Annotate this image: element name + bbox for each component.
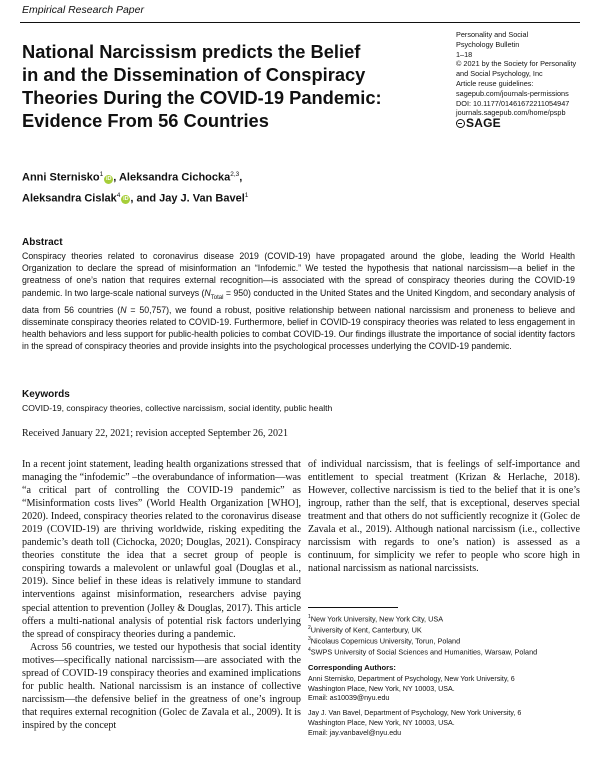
author-list bbox=[22, 166, 442, 207]
affiliation-footnotes bbox=[308, 613, 580, 657]
n-symbol: N bbox=[120, 304, 127, 315]
email-link[interactable]: Email: as10039@nyu.edu bbox=[308, 694, 390, 703]
journal-url[interactable]: journals.sagepub.com/home/pspb bbox=[456, 108, 566, 118]
body-paragraph: Across 56 countries, we tested our hypothesis that social identity motives—specifically national narcissism—are associated with the spread of COVID-19 conspiracy theories and examined implications for public health. National narcissism is an instance of collective narcissism—the defensive belief in the greatness of one’s ingroup that requires external recognition (Golec de Zavala et al., 2009). It is inspired by the concept bbox=[22, 641, 301, 731]
pub-info-line: Personality and Social bbox=[456, 30, 529, 39]
affiliation-footnote: $^2$University of Kent, Canterbury, UK bbox=[308, 625, 422, 635]
corresponding-authors bbox=[308, 675, 580, 743]
author-separator: , and bbox=[130, 192, 160, 205]
address-line: Jay J. Van Bavel, Department of Psychology, New York University, 6 bbox=[308, 709, 522, 718]
author-name: Aleksandra Cislak bbox=[22, 192, 117, 205]
corresponding-authors-heading: Corresponding Authors: bbox=[308, 663, 396, 672]
affiliation-footnote: $^1$New York University, New York City, USA bbox=[308, 614, 444, 624]
address-line: Anni Sternisko, Department of Psychology, New York University, 6 bbox=[308, 675, 515, 683]
keywords-text: COVID-19, conspiracy theories, collective narcissism, social identity, public health bbox=[22, 403, 333, 413]
affiliation-marker: 2,3 bbox=[230, 171, 240, 178]
body-paragraph: of individual narcissism, that is feelings of self-importance and entitlement to special treatment (Krizan & Herlache, 2018). However, collective narcissism is tied to the belief that it is one’s ingroup, rather than the self, that is exceptional, deserves special treatment and that others do not sufficiently recognize it (Golec de Zavala et al., 2019). Although national narcissism (i.e., collective narcissism with regards to one’s nation) is assessed as a continuum, for simplicity we refer to people who score high in national narcissism as national narcissists. bbox=[308, 459, 580, 575]
body-paragraph: In a recent joint statement, leading health organizations stressed that managing the “infodemic” –the overabundance of information—was “a critical part of controlling the COVID-19 pandemic” as “Misinformation costs lives” (World Health Organization [WHO], 2020). Indeed, conspiracy theories related to the coronavirus disease 2019 (COVID-19) are thriving worldwide, risking expediting the pandemic’s death toll (Cichocka, 2020; Douglas, 2021). Conspiracy theories constitute the idea that a secret group of people is conspiring towards a malevolent or unlawful goal (Douglas et al., 2019). Since belief in these ideas is relatively immune to standard interventions against misinformation, researchers advise paying special attention to prevention (Jolley & Douglas, 2017). This article offers a multi-national analysis of potential risk factors underlying the spread of conspiracy theories during a pandemic. bbox=[22, 459, 301, 640]
orcid-icon[interactable]: iD bbox=[123, 196, 129, 203]
abstract-part: = 950) conducted in the United States and the United Kingdom, and secondary analysis of data from 56 countries ( bbox=[22, 287, 575, 315]
affiliation-footnote: $^4$SWPS University of Social Sciences and Humanities, Warsaw, Poland bbox=[308, 647, 538, 657]
affiliation-marker: 1 bbox=[244, 191, 249, 199]
affiliation-marker: 1 bbox=[99, 171, 104, 178]
orcid-icon[interactable]: iD bbox=[106, 175, 112, 182]
title-line: National Narcissism predicts the Belief bbox=[22, 41, 361, 62]
received-dates: Received January 22, 2021; revision accepted September 26, 2021 bbox=[22, 428, 289, 439]
pub-info-line: 1–18 bbox=[456, 49, 473, 59]
journal-section-label: Empirical Research Paper bbox=[22, 4, 144, 16]
address-line: Washington Place, New York, NY 10003, USA. bbox=[308, 718, 455, 727]
n-subscript: Total bbox=[210, 294, 224, 301]
abstract-part: = 50,757), we found a robust, positive relationship between national narcissism and proneness to believe and disseminate conspiracy theories related to COVID-19. Furthermore, belief in COVID-19 conspiracy theories was related to less engagement in health behaviors and less support for public-health policies to combat COVID-19. Our findings illustrate the importance of social identity factors in the spread of conspiracy theories and provide insights into the psychological processes underlying the COVID-19 pandemic. bbox=[22, 304, 575, 352]
author-name: Anni Sternisko bbox=[22, 171, 100, 184]
title-line: in and the Dissemination of Conspiracy bbox=[22, 64, 366, 85]
publisher-logo bbox=[456, 116, 596, 131]
pub-info-line: © 2021 by the Society for Personality bbox=[456, 59, 577, 69]
affiliation-marker: 4 bbox=[116, 191, 121, 199]
author-separator: , bbox=[113, 171, 119, 184]
body-column-right bbox=[308, 458, 580, 575]
abstract-part: Conspiracy theories related to coronavirus disease 2019 (COVID-19) have propagated around the globe, leading the World Health Organization to declare the spread of misinformation an “Infodemic.” We tested the hypothesis that national narcissism—a belief in the greatness of one’s nation that requires external recognition—is associated with the spread of conspiracy theories during the COVID-19 pandemic. In two large-scale national surveys ( bbox=[22, 251, 575, 298]
publication-info bbox=[456, 30, 596, 129]
affiliation-footnote: $^3$Nicolaus Copernicus University, Torun, Poland bbox=[308, 636, 461, 646]
author-name: Aleksandra Cichocka bbox=[118, 171, 231, 184]
body-column-left bbox=[22, 458, 301, 732]
pub-info-line[interactable]: sagepub.com/journals-permissions bbox=[456, 88, 569, 98]
address-line: Washington Place, New York, NY 10003, USA. bbox=[308, 684, 455, 693]
sage-logo-icon bbox=[456, 119, 465, 128]
pub-info-line: Article reuse guidelines: bbox=[456, 78, 534, 88]
pub-info-line: and Social Psychology, Inc bbox=[456, 69, 543, 79]
keywords-heading: Keywords bbox=[22, 389, 70, 400]
abstract-text bbox=[22, 250, 575, 352]
header-rule bbox=[20, 22, 580, 23]
author-separator: , bbox=[239, 171, 243, 184]
pub-info-line: Psychology Bulletin bbox=[456, 39, 520, 49]
title-line: Evidence From 56 Countries bbox=[22, 110, 269, 131]
article-title bbox=[22, 40, 442, 132]
abstract-heading: Abstract bbox=[22, 237, 63, 248]
corresponding-author-block bbox=[308, 675, 580, 704]
email-link[interactable]: Email: jay.vanbavel@nyu.edu bbox=[308, 728, 402, 737]
doi[interactable]: DOI: 10.1177/01461672211054947 bbox=[456, 98, 570, 108]
author-name: Jay J. Van Bavel bbox=[159, 192, 245, 205]
title-line: Theories During the COVID-19 Pandemic: bbox=[22, 87, 382, 108]
publisher-name: SAGE bbox=[466, 116, 501, 131]
corresponding-author-block bbox=[308, 709, 580, 738]
n-symbol: N bbox=[204, 287, 211, 298]
footnote-rule bbox=[308, 607, 398, 608]
